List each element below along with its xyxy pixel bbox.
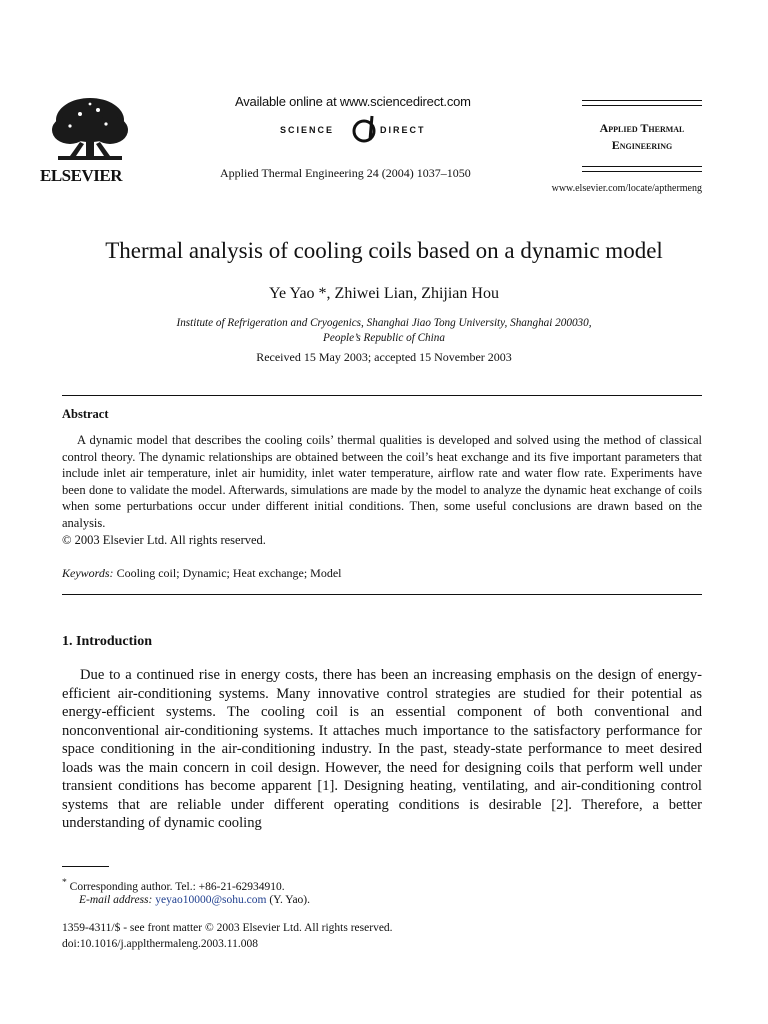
- journal-name-line1: Applied Thermal: [599, 121, 685, 135]
- sciencedirect-logo: [280, 114, 460, 146]
- abstract-heading: Abstract: [62, 407, 109, 421]
- journal-name-rule-top: [582, 100, 702, 101]
- abstract-copyright: © 2003 Elsevier Ltd. All rights reserved.: [62, 532, 266, 547]
- abstract-body: [62, 432, 702, 548]
- abstract-rule-bottom: [62, 594, 702, 595]
- journal-name-rule-bottom-2: [582, 171, 702, 172]
- journal-name: [582, 120, 702, 154]
- email-link[interactable]: yeyao10000@sohu.com: [155, 894, 267, 906]
- doi-line[interactable]: doi:10.1016/j.applthermaleng.2003.11.008: [62, 938, 259, 950]
- publisher-wordmark: ELSEVIER: [40, 166, 122, 185]
- introduction-paragraph: Due to a continued rise in energy costs, there has been an increasing emphasis on the design of energy-efficient air-conditioning systems. Many innovative control strategies are studied for their potential as energy-efficient systems. The cooling coil is an essential component of both conventional and nonconventional air-conditioning systems. It attaches much importance to the satisfactory performance for space conditioning in the air-conditioning industry. In the past, steady-state performance to meet desired loads was the main concern in coil design. However, the need for designing coils that perform well under transient conditions has become apparent [1]. Designing heating, ventilating, and air-conditioning control systems that are reliable under different operating conditions is desirable [2]. Therefore, a better understanding of dynamic cooling: [62, 667, 702, 831]
- journal-name-line2: Engineering: [611, 138, 673, 152]
- issn-line: 1359-4311/$ - see front matter © 2003 Elsevier Ltd. All rights reserved.: [62, 922, 393, 934]
- received-dates: Received 15 May 2003; accepted 15 November 2003: [256, 350, 512, 364]
- article-authors: Ye Yao *, Zhiwei Lian, Zhijian Hou: [269, 285, 499, 302]
- section-heading-introduction: 1. Introduction: [62, 634, 152, 649]
- author-affiliation: [40, 316, 728, 346]
- sciencedirect-right-word: DIRECT: [380, 125, 426, 135]
- journal-name-rule-bottom: [582, 166, 702, 167]
- abstract-text: A dynamic model that describes the cooling coils’ thermal qualities is developed and solved using the method of classical control theory. The dynamic relationships are obtained between the coil’s heat exchange and its five important parameters that include inlet air temperature, inlet air humidity, inlet water temperature, airflow rate and water flow rate. Experiments have been done to validate the model. Afterwards, simulations are made by the model to analyze the dynamic heat exchange of coils when some perturbations occur under different initial conditions. Then, some useful conclusions are drawn based on the analysis.: [62, 433, 702, 530]
- email-suffix: (Y. Yao).: [269, 894, 311, 906]
- journal-url[interactable]: www.elsevier.com/locate/apthermeng: [551, 183, 702, 194]
- email-footnote: [79, 894, 310, 906]
- keywords-list: Cooling coil; Dynamic; Heat exchange; Model: [116, 566, 342, 580]
- corresponding-author-footnote: [62, 877, 285, 893]
- affiliation-line1: Institute of Refrigeration and Cryogenics, Shanghai Jiao Tong University, Shanghai 200030,: [176, 317, 592, 329]
- email-label: E-mail address:: [79, 894, 153, 906]
- available-online-text[interactable]: Available online at www.sciencedirect.com: [235, 94, 471, 109]
- abstract-rule-top: [62, 395, 702, 396]
- sciencedirect-d-icon: [348, 114, 380, 146]
- affiliation-line2: People’s Republic of China: [323, 332, 445, 344]
- journal-name-rule-top-2: [582, 105, 702, 106]
- corresponding-text: Corresponding author. Tel.: +86-21-62934910.: [69, 880, 285, 893]
- keywords-label: Keywords:: [62, 566, 114, 580]
- article-title: Thermal analysis of cooling coils based on a dynamic model: [105, 238, 663, 263]
- journal-citation: Applied Thermal Engineering 24 (2004) 1037–1050: [220, 166, 471, 180]
- keywords: [62, 566, 342, 581]
- corresponding-mark: *: [62, 877, 67, 888]
- footnote-rule: [62, 866, 109, 867]
- sciencedirect-left-word: SCIENCE: [280, 125, 335, 135]
